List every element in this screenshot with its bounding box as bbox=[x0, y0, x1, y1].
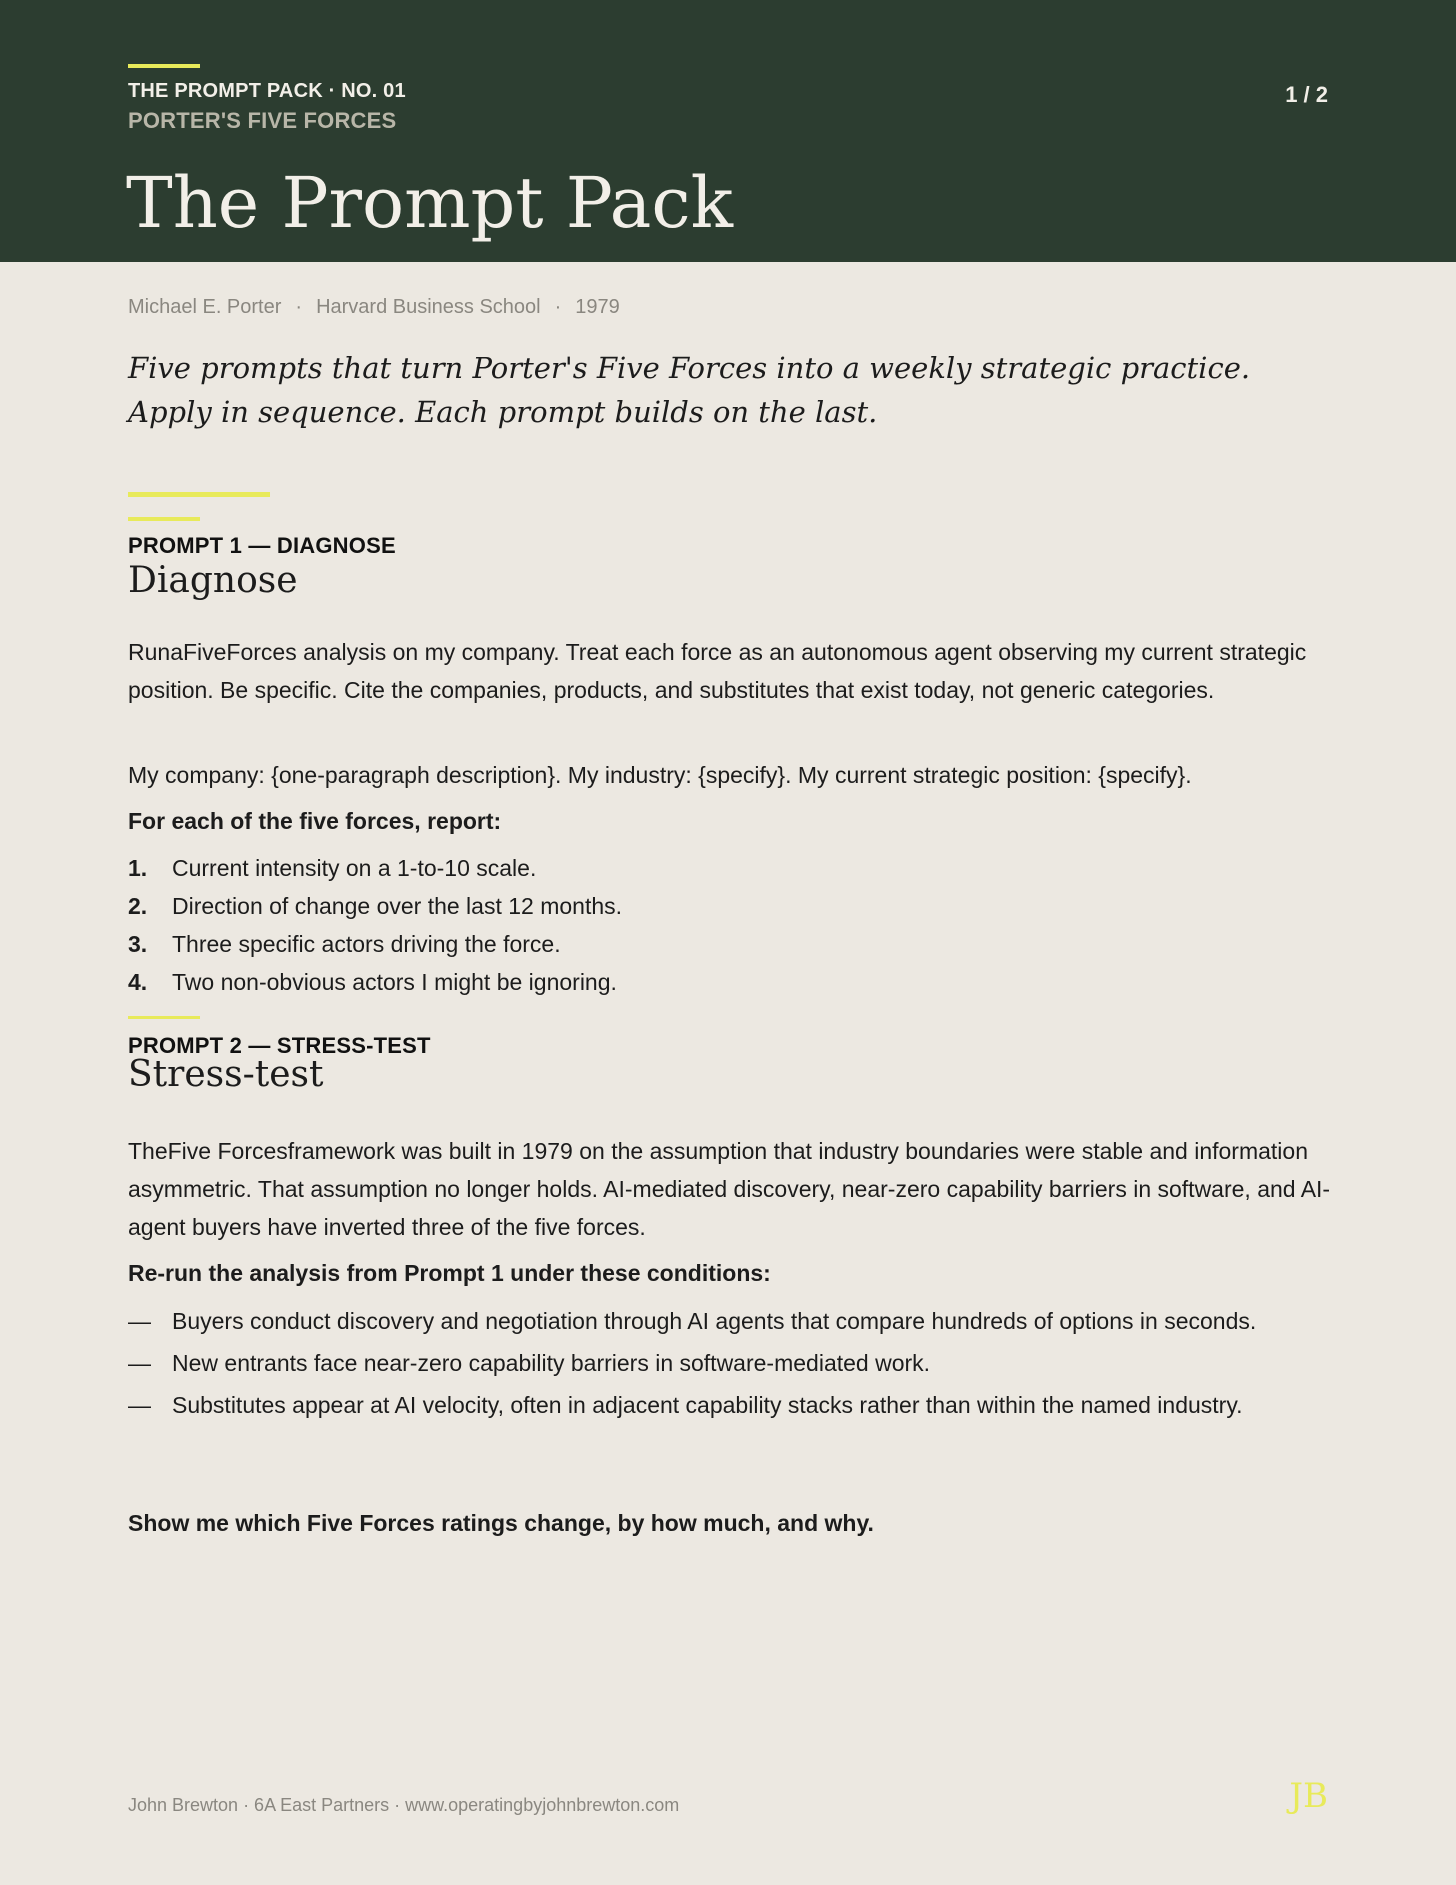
list-bullet: — bbox=[128, 1350, 151, 1376]
section-divider bbox=[128, 492, 270, 497]
header-accent-bar bbox=[128, 64, 200, 68]
list-item bbox=[128, 1302, 1338, 1340]
prompt1-label: PROMPT 1 — DIAGNOSE bbox=[128, 533, 396, 558]
list-text: Two non-obvious actors I might be ignoring. bbox=[172, 969, 617, 995]
intro-text: Five prompts that turn Porter's Five Forces into a weekly strategic practice. Apply in sequence. Each prompt builds on the last. bbox=[128, 351, 1251, 429]
prompt2-label: PROMPT 2 — STRESS-TEST bbox=[128, 1033, 431, 1058]
byline-author: Michael E. Porter bbox=[128, 296, 282, 318]
series-subtitle: PORTER'S FIVE FORCES bbox=[128, 108, 397, 133]
prompt1-title: Diagnose bbox=[128, 560, 298, 601]
list-bullet: — bbox=[128, 1392, 151, 1418]
list-bullet: — bbox=[128, 1308, 151, 1334]
list-number: 3. bbox=[128, 931, 148, 957]
list-number: 4. bbox=[128, 969, 148, 995]
list-text: Three specific actors driving the force. bbox=[172, 931, 561, 957]
page-indicator: 1 / 2 bbox=[1285, 82, 1328, 107]
prompt1-paragraph: RunaFiveForces analysis on my company. Treat each force as an autonomous agent observing my current strategic position. Be specific. Cite the companies, products, and substitutes that exist today, not generic categories. bbox=[128, 639, 1307, 703]
list-item bbox=[128, 849, 1338, 887]
prompt1-lead: For each of the five forces, report: bbox=[128, 808, 502, 834]
byline-separator: · bbox=[295, 296, 303, 318]
footer-credit: John Brewton · 6A East Partners · www.operatingbyjohnbrewton.com bbox=[128, 1795, 680, 1815]
monogram-logo: JB bbox=[1289, 1776, 1328, 1816]
list-text: Substitutes appear at AI velocity, often in adjacent capability stacks rather than within the named industry. bbox=[172, 1392, 1243, 1418]
prompt2-title: Stress-test bbox=[128, 1054, 324, 1095]
list-number: 1. bbox=[128, 855, 148, 881]
prompt1-inputs: My company: {one-paragraph description}. My industry: {specify}. My current strategic position: {specify}. bbox=[128, 762, 1192, 788]
prompt1-list bbox=[128, 849, 1338, 1001]
prompt2-closing: Show me which Five Forces ratings change, by how much, and why. bbox=[128, 1510, 874, 1536]
list-number: 2. bbox=[128, 893, 148, 919]
list-item bbox=[128, 1344, 1338, 1382]
list-item bbox=[128, 1386, 1338, 1424]
byline-year: 1979 bbox=[575, 296, 620, 318]
byline bbox=[128, 296, 620, 319]
byline-separator: · bbox=[554, 296, 562, 318]
series-kicker: THE PROMPT PACK · NO. 01 bbox=[128, 80, 406, 102]
list-item bbox=[128, 925, 1338, 963]
list-text: New entrants face near-zero capability barriers in software-mediated work. bbox=[172, 1350, 931, 1376]
prompt2-list bbox=[128, 1302, 1338, 1424]
list-item bbox=[128, 887, 1338, 925]
list-text: Direction of change over the last 12 months. bbox=[172, 893, 623, 919]
page-title: The Prompt Pack bbox=[126, 162, 734, 244]
prompt1-accent-bar bbox=[128, 517, 200, 521]
prompt2-accent-bar bbox=[128, 1016, 200, 1019]
prompt2-paragraph: TheFive Forcesframework was built in 1979 on the assumption that industry boundaries were stable and information asymmetric. That assumption no longer holds. AI-mediated discovery, near-zero capability barriers in software, and AI-agent buyers have inverted three of the five forces. bbox=[128, 1138, 1331, 1240]
header-banner bbox=[0, 0, 1456, 262]
prompt2-lead: Re-run the analysis from Prompt 1 under these conditions: bbox=[128, 1260, 771, 1286]
byline-institution: Harvard Business School bbox=[316, 296, 541, 318]
list-text: Current intensity on a 1-to-10 scale. bbox=[172, 855, 537, 881]
list-text: Buyers conduct discovery and negotiation through AI agents that compare hundreds of options in seconds. bbox=[172, 1308, 1257, 1334]
list-item bbox=[128, 963, 1338, 1001]
